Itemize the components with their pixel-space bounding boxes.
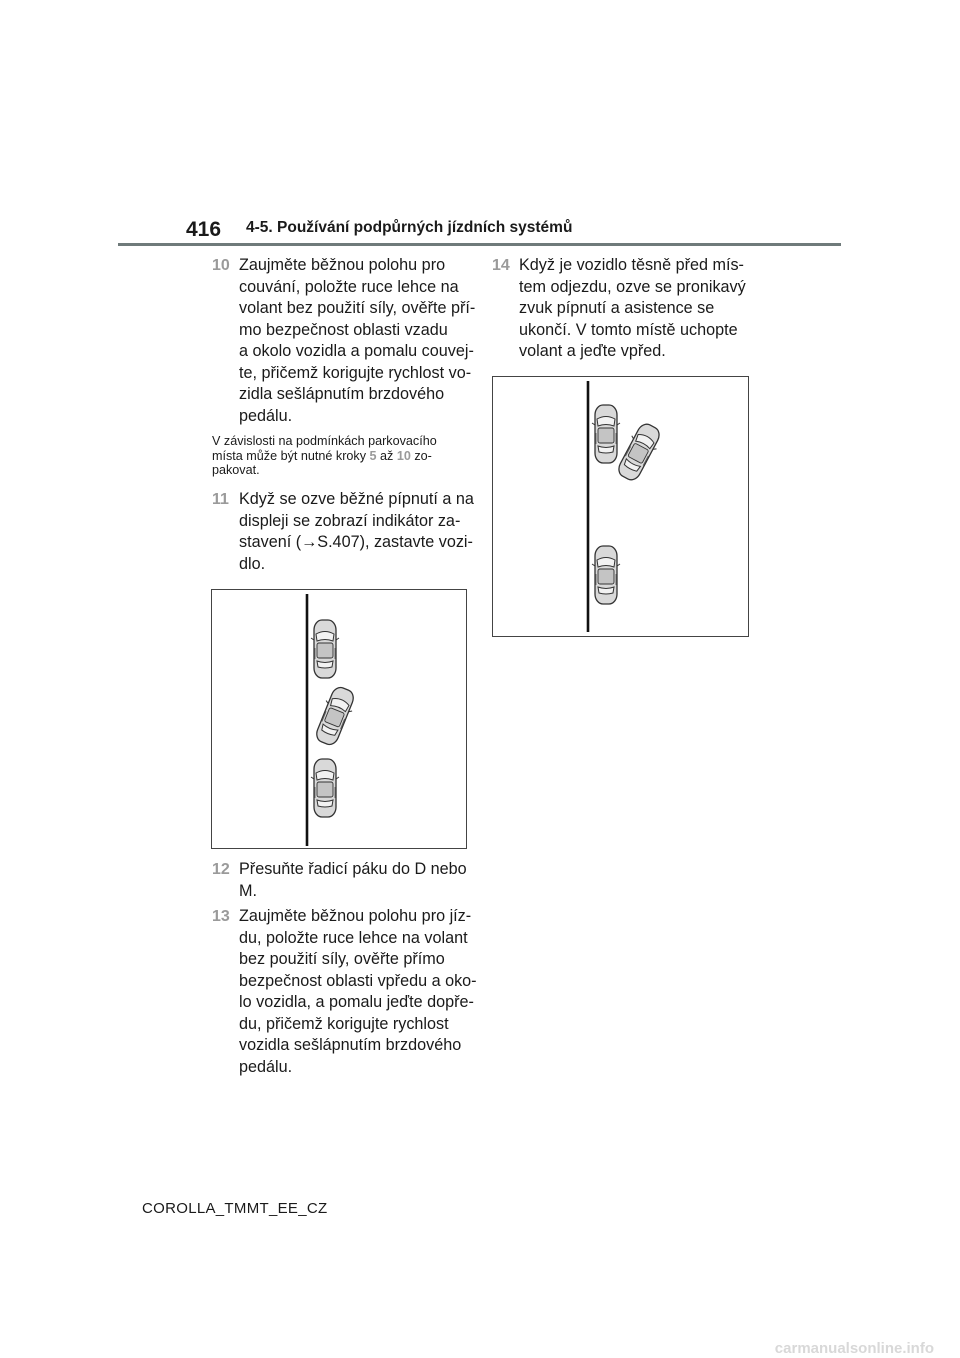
- parking-illustration: [493, 377, 748, 636]
- page-number: 416: [186, 218, 222, 241]
- watermark: carmanualsonline.info: [774, 1340, 934, 1357]
- step-number: 11: [212, 491, 229, 508]
- note-step-ref: 10: [396, 448, 411, 463]
- note-step-ref: 5: [369, 448, 377, 463]
- parking-illustration: [212, 590, 466, 848]
- note-paragraph: [212, 434, 487, 478]
- parking-diagram-exit: [492, 376, 749, 637]
- reversing-car: [311, 684, 359, 748]
- note-line: V závislosti na podmínkách parkovacího: [212, 434, 437, 448]
- step-12: [212, 859, 482, 904]
- step-text: Když je vozidlo těsně před mís- tem odjezdu, ozve se pronikavý zvuk pípnutí a asistence se ukončí. V tomto místě uchopte volant a jeďte vpřed.: [519, 256, 746, 360]
- step-number: 14: [492, 257, 510, 274]
- departing-car: [613, 420, 665, 484]
- parked-car-front: [592, 405, 620, 463]
- step-number: 12: [212, 861, 230, 878]
- parking-diagram-stop: [211, 589, 467, 849]
- step-10: [212, 255, 482, 430]
- step-11: [212, 489, 482, 579]
- step-number: 10: [212, 257, 230, 274]
- step-text: Zaujměte běžnou polohu pro jíz- du, položte ruce lehce na volant bez použití síly, ověřte přímo bezpečnost oblasti vpředu a oko- lo vozidla, a pomalu jeďte dopře- du, přičemž korigujte rychlost vozidla sešlápnutím brzdového pedálu.: [239, 907, 477, 1076]
- step-13: [212, 906, 482, 1081]
- parked-car-rear: [311, 759, 339, 817]
- parked-car-rear: [592, 546, 620, 604]
- header-divider: [118, 243, 841, 246]
- section-title: 4-5. Používání podpůrných jízdních systémů: [246, 219, 573, 236]
- step-14: [492, 255, 762, 365]
- note-line: místa může být nutné kroky 5 až 10 zo-: [212, 448, 432, 463]
- parked-car-front: [311, 620, 339, 678]
- step-text: Když se ozve běžné pípnutí a na displeji se zobrazí indikátor za- stavení (→S.407), zastavte vozi- dlo.: [239, 490, 474, 573]
- step-number: 13: [212, 908, 230, 925]
- note-line: pakovat.: [212, 463, 260, 477]
- step-text: Zaujměte běžnou polohu pro couvání, položte ruce lehce na volant bez použití síly, ověřte pří- mo bezpečnost oblasti vzadu a okolo vozidla a pomalu couvej- te, přičemž korigujte rychlost vo- zidla sešlápnutím brzdového pedálu.: [239, 256, 476, 425]
- footer-model-code: COROLLA_TMMT_EE_CZ: [142, 1200, 328, 1217]
- step-text: Přesuňte řadicí páku do D nebo M.: [239, 860, 467, 900]
